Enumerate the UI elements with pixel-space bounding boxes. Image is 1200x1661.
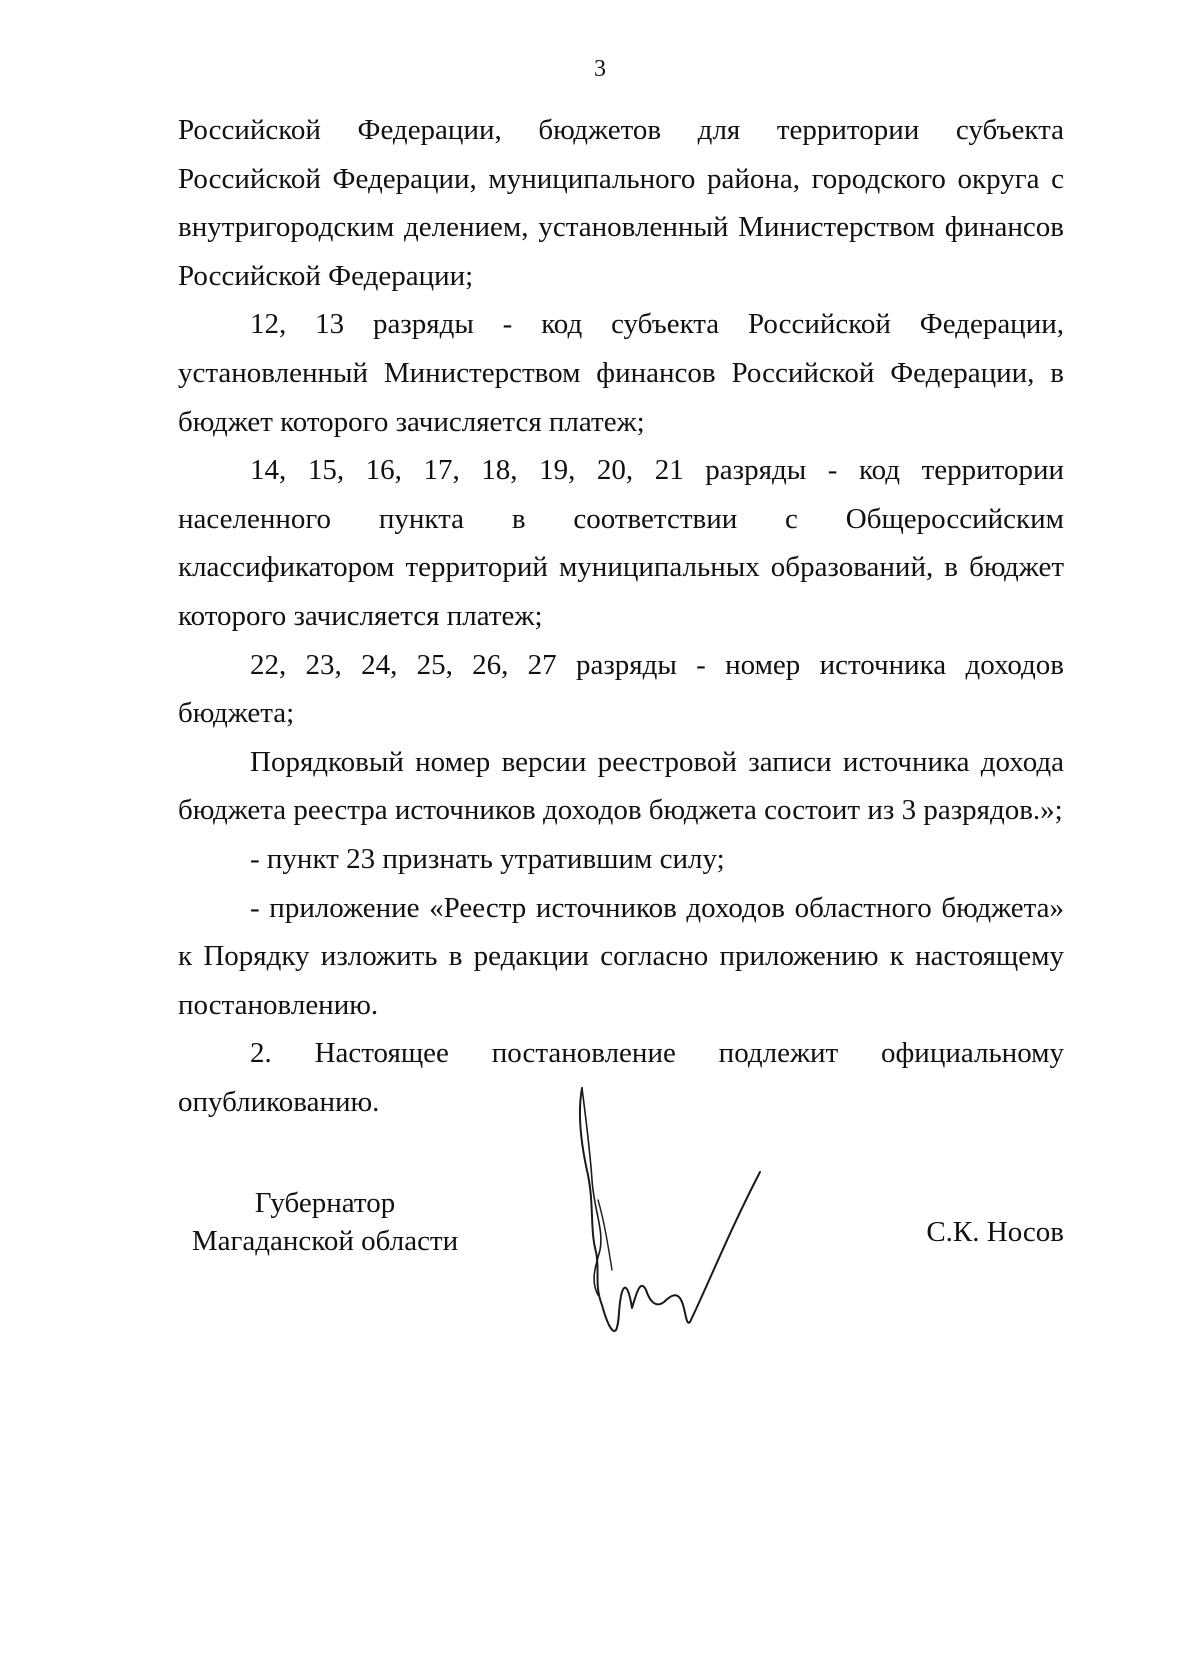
paragraph-1: Российской Федерации, бюджетов для территории субъекта Российской Федерации, муниципального района, городского округа с внутригородским делением, установленный Министерством финансов Российской Федерации; (178, 114, 1064, 292)
paragraph-6: - пункт 23 признать утратившим силу; (250, 842, 725, 875)
paragraph-7: - приложение «Реестр источников доходов областного бюджета» к Порядку изложить в редакции согласно приложению к настоящему постановлению. (178, 891, 1064, 1021)
page-number: 3 (594, 56, 606, 82)
paragraph-2: 12, 13 разряды - код субъекта Российской Федерации, установленный Министерством финансов Российской Федерации, в бюджет которого зачисляется платеж; (178, 308, 1064, 438)
signatory-title (180, 1184, 470, 1260)
paragraph-8: 2. Настоящее постановление подлежит официальному опубликованию. (178, 1037, 1064, 1118)
signatory-title-line2: Магаданской области (191, 1225, 459, 1257)
paragraph-3: 14, 15, 16, 17, 18, 19, 20, 21 разряды - код территории населенного пункта в соответствии с Общероссийским классификатором территорий муниципальных образований, в бюджет которого зачисляется платеж; (178, 454, 1064, 632)
signatory-name: С.К. Носов (926, 1216, 1064, 1248)
paragraph-5: Порядковый номер версии реестровой записи источника дохода бюджета реестра источников доходов бюджета состоит из 3 разрядов.»; (178, 745, 1064, 827)
paragraph-4: 22, 23, 24, 25, 26, 27 разряды - номер источника доходов бюджета; (178, 648, 1064, 730)
handwritten-signature (560, 1080, 800, 1340)
signatory-title-line1: Губернатор (254, 1187, 396, 1219)
document-body (178, 106, 1064, 1126)
